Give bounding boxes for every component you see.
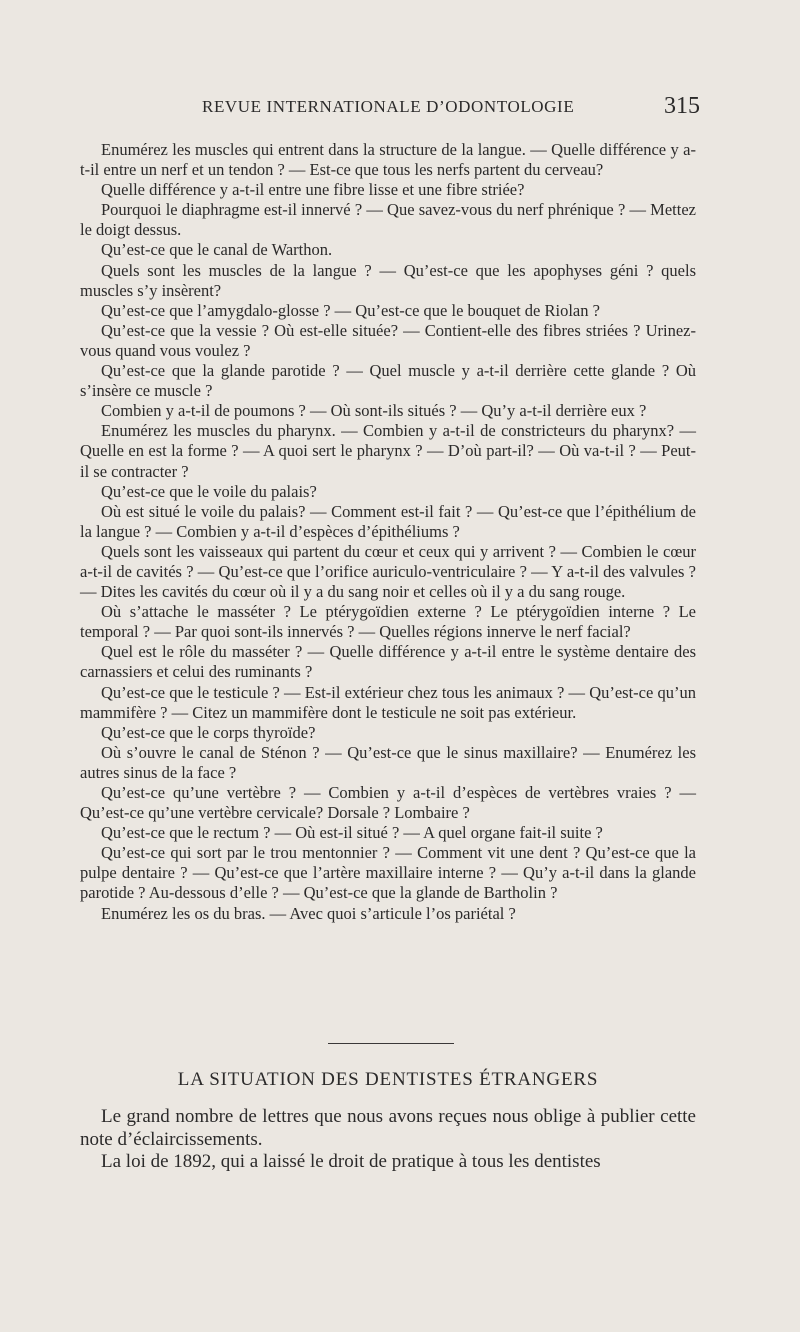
question-paragraph: Qu’est-ce que le rectum ? — Où est-il situé ? — A quel organe fait-il suite ? (101, 823, 603, 843)
section-body (80, 1106, 696, 1174)
question-paragraph: Enumérez les muscles du pharynx. — Combien y a-t-il de constricteurs du pharynx? — Quelle en est la forme ? — A quoi sert le pharynx ? — D’où part-il? — Où va-t-il ? — Peut-il se contracter ? (80, 421, 696, 481)
question-paragraph: Quelle différence y a-t-il entre une fibre lisse et une fibre striée? (101, 180, 525, 200)
question-paragraph: Où s’attache le masséter ? Le ptérygoïdien externe ? Le ptérygoïdien interne ? Le temporal ? — Par quoi sont-ils innervés ? — Quelles régions innerve le nerf facial? (80, 602, 696, 642)
section-divider (328, 1043, 454, 1044)
question-paragraph: Qu’est-ce que le voile du palais? (101, 481, 317, 501)
question-paragraph: Quels sont les muscles de la langue ? — Qu’est-ce que les apophyses géni ? quels muscles s’y insèrent? (80, 260, 696, 300)
question-list (80, 140, 696, 924)
question-paragraph: Pourquoi le diaphragme est-il innervé ? — Que savez-vous du nerf phrénique ? — Mettez le doigt dessus. (80, 200, 696, 240)
question-paragraph: Qu’est-ce que l’amygdalo-glosse ? — Qu’est-ce que le bouquet de Riolan ? (101, 300, 600, 320)
question-paragraph: Qu’est-ce que le testicule ? — Est-il extérieur chez tous les animaux ? — Qu’est-ce qu’un mammifère ? — Citez un mammifère dont le testicule ne soit pas extérieur. (80, 682, 696, 722)
question-paragraph: Quels sont les vaisseaux qui partent du cœur et ceux qui y arrivent ? — Combien le cœur a-t-il de cavités ? — Qu’est-ce que l’orifice auriculo-ventriculaire ? — Y a-t-il des valvules ? — Dites les cavités du cœur où il y a du sang noir et celles où il y a du sang rouge. (80, 541, 696, 602)
question-paragraph: Enumérez les muscles qui entrent dans la structure de la langue. — Quelle différence y a-t-il entre un nerf et un tendon ? — Est-ce que tous les nerfs partent du cerveau? (80, 140, 696, 180)
question-paragraph: Où est situé le voile du palais? — Comment est-il fait ? — Qu’est-ce que l’épithélium de la langue ? — Combien y a-t-il d’espèces d’épithéliums ? (80, 501, 696, 541)
question-paragraph: Qu’est-ce qu’une vertèbre ? — Combien y a-t-il d’espèces de vertèbres vraies ? — Qu’est-ce qu’une vertèbre cervicale? Dorsale ? Lombaire ? (80, 783, 696, 823)
question-paragraph: Qu’est-ce que la vessie ? Où est-elle située? — Contient-elle des fibres striées ? Urinez-vous quand vous voulez ? (80, 320, 696, 360)
question-paragraph: Enumérez les os du bras. — Avec quoi s’articule l’os pariétal ? (101, 903, 516, 923)
section-paragraph: La loi de 1892, qui a laissé le droit de pratique à tous les dentistes (101, 1151, 601, 1172)
question-paragraph: Combien y a-t-il de poumons ? — Où sont-ils situés ? — Qu’y a-t-il derrière eux ? (101, 401, 647, 421)
question-paragraph: Qu’est-ce qui sort par le trou mentonnier ? — Comment vit une dent ? Qu’est-ce que la pulpe dentaire ? — Qu’est-ce que l’artère maxillaire interne ? — Qu’y a-t-il dans la glande parotide ? Au-dessous d’elle ? — Qu’est-ce que la glande de Bartholin ? (80, 843, 696, 903)
question-paragraph: Qu’est-ce que le corps thyroïde? (101, 722, 316, 742)
running-title: REVUE INTERNATIONALE D’ODONTOLOGIE (202, 97, 575, 116)
question-paragraph: Quel est le rôle du masséter ? — Quelle différence y a-t-il entre le système dentaire des carnassiers et celui des ruminants ? (80, 642, 696, 682)
question-paragraph: Qu’est-ce que le canal de Warthon. (101, 240, 333, 260)
running-header (80, 93, 700, 123)
page-number: 315 (664, 93, 700, 119)
question-paragraph: Où s’ouvre le canal de Sténon ? — Qu’est-ce que le sinus maxillaire? — Enumérez les autres sinus de la face ? (80, 742, 696, 782)
question-paragraph: Qu’est-ce que la glande parotide ? — Quel muscle y a-t-il derrière cette glande ? Où s’insère ce muscle ? (80, 361, 696, 401)
section-heading: LA SITUATION DES DENTISTES ÉTRANGERS (177, 1069, 599, 1090)
section-paragraph: Le grand nombre de lettres que nous avons reçues nous oblige à publier cette note d’éclaircissements. (80, 1106, 696, 1150)
